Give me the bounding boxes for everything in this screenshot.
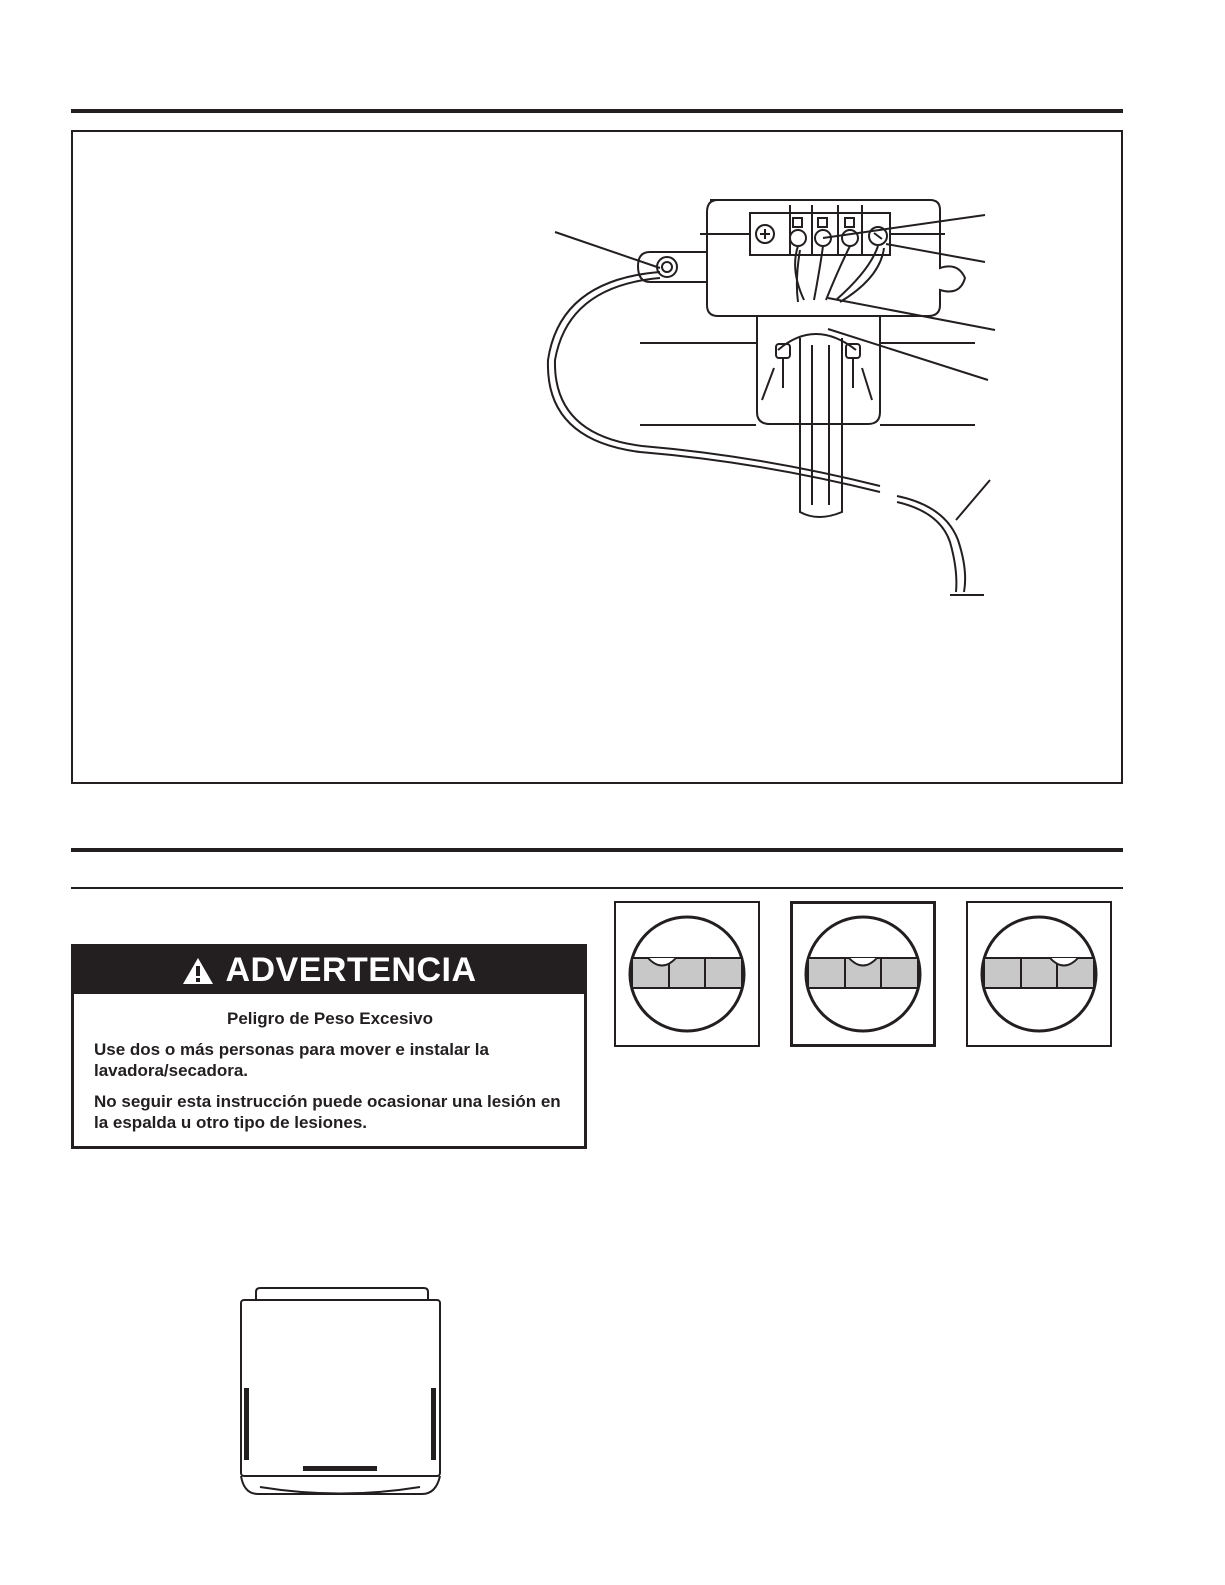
middle-section-rule bbox=[71, 848, 1123, 852]
subsection-rule bbox=[71, 887, 1123, 889]
level-bubble-center-icon bbox=[790, 901, 936, 1047]
level-indicator-right bbox=[966, 901, 1112, 1047]
level-bubble-right-icon bbox=[966, 901, 1112, 1047]
warning-header bbox=[74, 947, 584, 994]
level-indicator-left bbox=[614, 901, 760, 1047]
appliance-front-view bbox=[230, 1280, 450, 1505]
warning-box bbox=[71, 944, 587, 1149]
warning-title: ADVERTENCIA bbox=[225, 951, 477, 989]
warning-triangle-icon bbox=[181, 956, 215, 986]
warning-subtitle: Peligro de Peso Excesivo bbox=[227, 1009, 433, 1028]
warning-consequence: No seguir esta instrucción puede ocasionar una lesión en la espalda u otro tipo de lesiones. bbox=[94, 1092, 561, 1132]
warning-instruction: Use dos o más personas para mover e instalar la lavadora/secadora. bbox=[94, 1040, 489, 1080]
level-indicator-center bbox=[790, 901, 936, 1047]
level-bubble-left-icon bbox=[614, 901, 760, 1047]
